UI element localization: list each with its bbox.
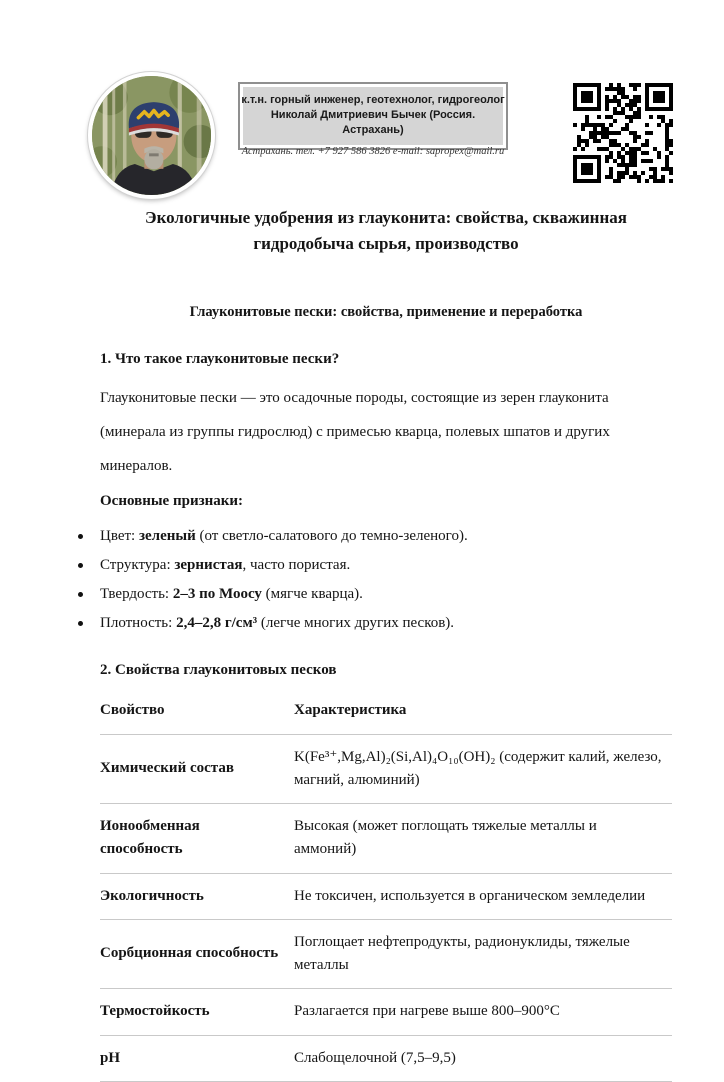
feature-text: (легче многих других песков). [257,615,455,632]
feature-text-bold: зернистая [174,557,243,574]
feature-text: Цвет: [100,528,139,545]
document-content [0,205,724,1082]
feature-text: Структура: [100,557,175,574]
value-cell: Разлагается при нагреве выше 800–900°C [294,989,672,1035]
author-photo [88,72,215,199]
bullet-icon [78,621,83,626]
table-row [100,989,672,1035]
feature-text: , часто пористая. [242,557,351,574]
feature-text: Твердость: [100,586,173,603]
property-cell: Ионообменная способность [100,804,294,874]
value-cell: Высокая (может поглощать тяжелые металлы и аммоний) [294,804,672,874]
author-contact-line: Астрахань. тел. +7 927 586 3826 e-mail: sapropex@mail.ru [241,146,505,157]
section-1-paragraph: Глауконитовые пески — это осадочные породы, состоящие из зерен глауконита (минерала из группы гидрослюд) с примесью кварца, полевых шпатов и других минералов. [100,390,610,474]
bullet-icon [78,534,83,539]
section-2-heading: 2. Свойства глауконитовых песков [100,662,337,679]
table-header-row [100,699,672,734]
list-item [100,557,672,574]
table-row [100,734,672,804]
qr-code [573,83,673,183]
list-item [100,615,672,632]
bullet-icon [78,592,83,597]
features-list [100,528,672,632]
table-row [100,804,672,874]
author-name: Николай Дмитриевич Бычек (Россия. Астрахань) [270,109,476,136]
bullet-icon [78,563,83,568]
list-item [100,586,672,603]
value-cell: Поглощает нефтепродукты, радионуклиды, тяжелые металлы [294,919,672,989]
table-row [100,873,672,919]
column-header-property: Свойство [100,699,294,734]
qr-code-icon [573,83,673,183]
page-header [0,0,724,200]
feature-text-bold: 2–3 по Моосу [172,586,262,603]
author-credentials: к.т.н. горный инженер, геотехнолог, гидрогеолог [241,94,505,106]
section-1-heading: 1. Что такое глауконитовые пески? [100,351,340,367]
property-cell: Экологичность [100,873,294,919]
feature-text: (мягче кварца). [261,586,363,603]
property-cell: pH [100,1035,294,1081]
properties-table [100,699,672,1082]
page-title: Экологичные удобрения из глауконита: свойства, скважинная гидродобыча сырья, производство [145,208,627,253]
value-cell: K(Fe³⁺,Mg,Al)₂(Si,Al)₄O₁₀(OH)₂ (содержит калий, железо, магний, алюминий) [294,734,672,804]
property-cell: Химический состав [100,734,294,804]
list-item [100,528,672,545]
value-cell: Слабощелочной (7,5–9,5) [294,1035,672,1081]
property-cell: Сорбционная способность [100,919,294,989]
table-row [100,919,672,989]
property-cell: Термостойкость [100,989,294,1035]
table-row [100,1035,672,1081]
author-portrait-icon [92,76,211,195]
features-label: Основные признаки: [100,493,244,510]
feature-text: (от светло-салатового до темно-зеленого). [195,528,468,545]
feature-text-bold: зеленый [138,528,196,545]
author-contact-box [238,82,508,157]
value-cell: Не токсичен, используется в органическом земледелии [294,873,672,919]
column-header-characteristic: Характеристика [294,699,672,734]
feature-text-bold: 2,4–2,8 г/см³ [176,615,258,632]
page-subtitle: Глауконитовые пески: свойства, применение и переработка [189,304,583,320]
feature-text: Плотность: [100,615,177,632]
